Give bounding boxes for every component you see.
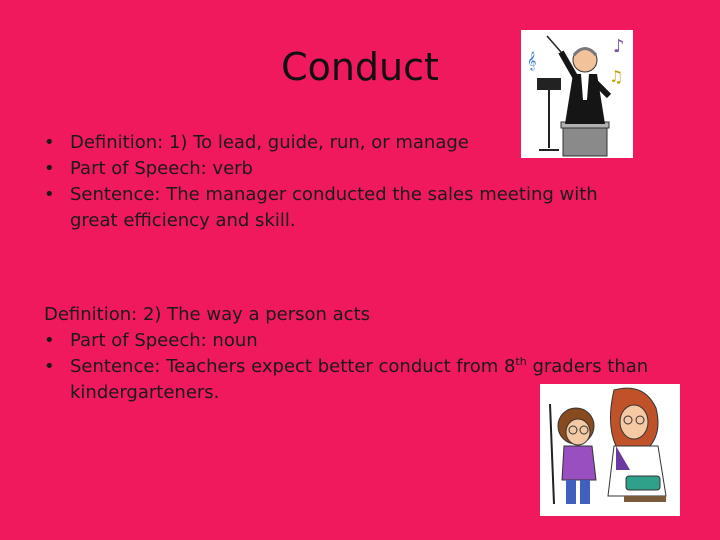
definition-1-block	[44, 130, 644, 234]
bullet-sentence: • Sentence: The manager conducted the sales meeting with great efficiency and skill.	[44, 182, 644, 234]
sentence-2-post: graders than kindergarteners.	[70, 356, 649, 403]
teacher-student-illustration	[540, 384, 680, 516]
bullet-part-of-speech-2: • Part of Speech: noun	[44, 328, 664, 354]
definition-2-heading: Definition: 2) The way a person acts	[44, 304, 371, 325]
ordinal-suffix: th	[515, 355, 527, 368]
svg-text:𝄞: 𝄞	[527, 51, 537, 70]
svg-text:♪: ♪	[613, 36, 625, 57]
teacher-student-clipart	[540, 384, 680, 516]
definition-1-list	[44, 130, 644, 234]
slide-title: Conduct	[281, 45, 439, 89]
bullet-part-of-speech: • Part of Speech: verb	[44, 156, 644, 182]
svg-text:♫: ♫	[609, 67, 624, 86]
bullet-definition: • Definition: 1) To lead, guide, run, or manage	[44, 130, 644, 156]
sentence-2-pre: Sentence: Teachers expect better conduct from 8	[70, 356, 516, 377]
